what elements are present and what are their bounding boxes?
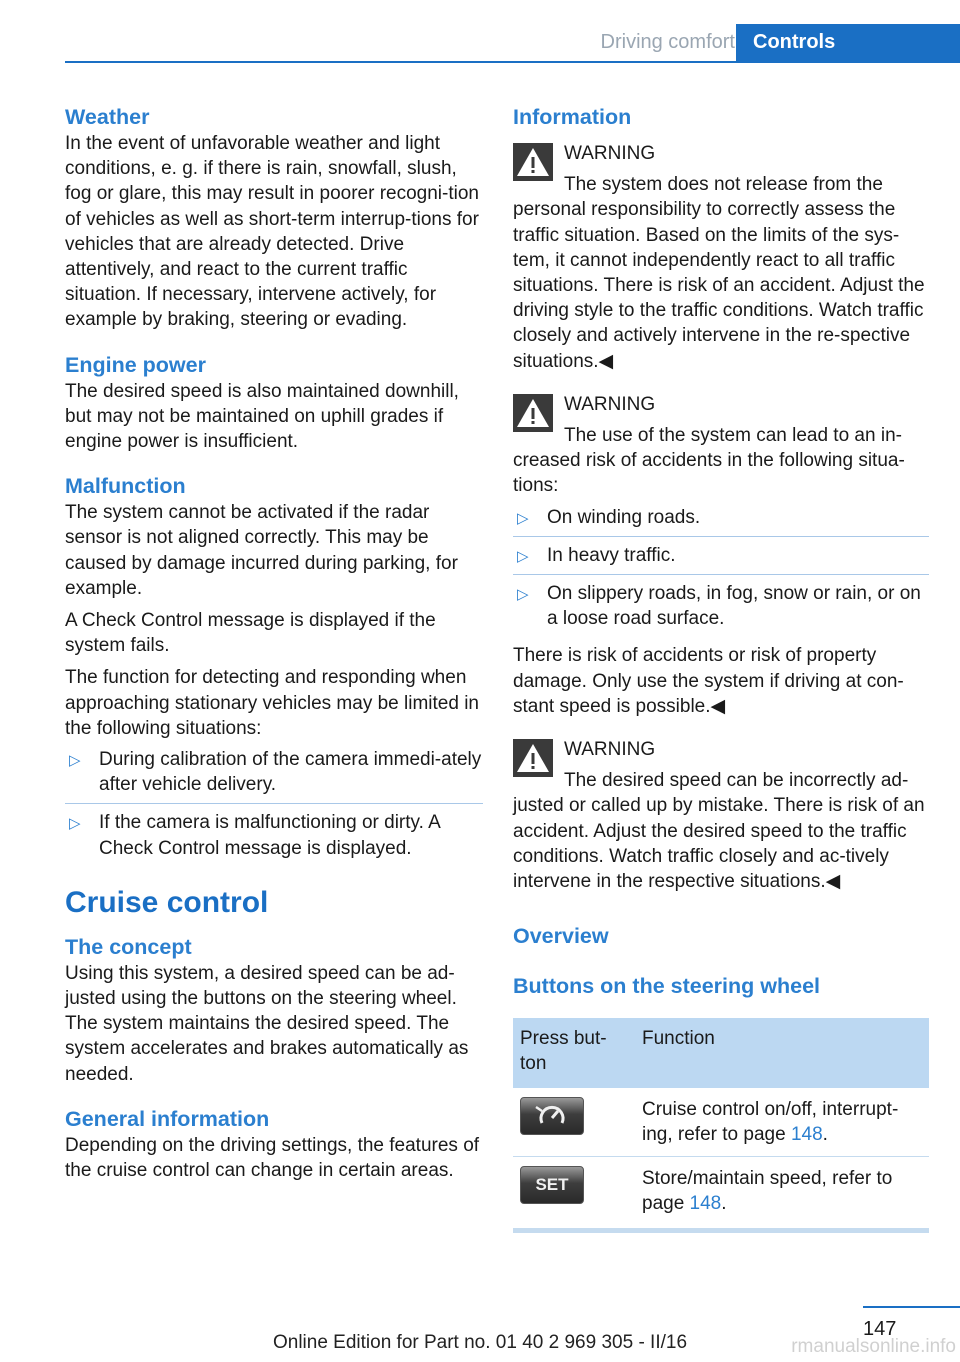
warning-text: The use of the system can lead to an in‐creased risk of accidents in the following situa‐tions:	[513, 425, 905, 497]
triangle-bullet-icon: ▷	[69, 752, 81, 770]
page-reference-link[interactable]: 148	[689, 1192, 722, 1214]
table-header-row	[513, 1018, 929, 1088]
list-item: ▷ If the camera is malfunctioning or dirty. A Check Control message is displayed.	[69, 812, 440, 859]
warning-label: WARNING	[564, 143, 656, 164]
warning-triangle-icon	[513, 739, 553, 777]
watermark: rmanualsonline.info	[791, 1336, 956, 1357]
malfunction-paragraph-2: A Check Control message is displayed if the system fails.	[65, 610, 436, 657]
general-information-paragraph: Depending on the driving settings, the features of the cruise control can change in certain areas.	[65, 1134, 480, 1182]
warning-triangle-icon	[513, 394, 553, 432]
warning-block-3	[513, 737, 929, 894]
column-header-function: Function	[635, 1018, 929, 1088]
warning-block-1	[513, 141, 929, 374]
header-divider	[65, 61, 960, 63]
warning-label: WARNING	[564, 393, 656, 415]
left-column	[65, 103, 483, 1183]
buttons-steering-wheel-heading: Buttons on the steering wheel	[513, 974, 820, 999]
table-row	[513, 1088, 929, 1156]
warning-situations-list	[513, 505, 929, 638]
warning-label: WARNING	[564, 739, 656, 761]
page-header	[0, 24, 960, 62]
malfunction-list	[65, 747, 483, 867]
warning-block-2	[513, 392, 929, 499]
triangle-bullet-icon: ▷	[517, 509, 529, 527]
list-item: ▷ During calibration of the camera immedi‐ately after vehicle delivery.	[65, 747, 483, 804]
cruise-control-heading: Cruise control	[65, 885, 269, 919]
malfunction-heading: Malfunction	[65, 474, 186, 499]
list-item: ▷ On winding roads.	[513, 505, 929, 537]
column-header-press-button: Press but‐ton	[513, 1018, 635, 1088]
right-column	[513, 103, 929, 1233]
page-number: 147	[863, 1318, 897, 1340]
warning-followup-paragraph: There is risk of accidents or risk of property damage. Only use the system if driving at con‐stant speed is possible.◀	[513, 645, 904, 717]
triangle-bullet-icon: ▷	[69, 815, 81, 833]
edition-footer: Online Edition for Part no. 01 40 2 969 305 - II/16	[272, 1332, 688, 1353]
weather-paragraph: In the event of unfavorable weather and light conditions, e. g. if there is rain, snowfall, slush, fog or glare, this may result in poorer recogni‐tion of vehicles as well as short-term interrup‐tions for vehicles that are already detected. Drive attentively, and react to the current traffic situation. If necessary, intervene actively, for example by braking, steering or evading.	[65, 133, 479, 331]
engine-power-heading: Engine power	[65, 352, 206, 377]
page-reference-link[interactable]: 148	[790, 1124, 823, 1146]
buttons-table	[513, 1018, 929, 1233]
warning-text: The system does not release from the personal responsibility to correctly assess the traffic situation. Based on the limits of the sys‐tem, it cannot independently react to all traffic situations. There is risk of an accident. Adjust the driving style to the traffic conditions. Watch traffic closely and actively intervene in the re‐spective situations.◀	[513, 174, 925, 372]
general-information-heading: General information	[65, 1106, 270, 1131]
page-number-divider	[863, 1306, 960, 1308]
overview-heading: Overview	[513, 924, 609, 949]
concept-heading: The concept	[65, 934, 192, 959]
function-store-speed: Store/maintain speed, refer to page 148.	[635, 1156, 929, 1230]
set-button-icon: SET	[520, 1166, 584, 1204]
function-cruise-on-off: Cruise control on/off, interrupt‐ing, refer to page 148.	[635, 1088, 929, 1156]
weather-heading: Weather	[65, 105, 150, 129]
engine-power-paragraph: The desired speed is also maintained downhill, but may not be maintained on uphill grades if engine power is insufficient.	[65, 380, 459, 453]
header-chapter-tab: Controls	[736, 24, 960, 62]
header-section-title: Driving comfort	[600, 31, 735, 53]
information-heading: Information	[513, 105, 632, 129]
table-row	[513, 1156, 929, 1230]
malfunction-paragraph-1: The system cannot be activated if the radar sensor is not aligned correctly. This may be caused by damage incurred during parking, for example.	[65, 502, 458, 599]
triangle-bullet-icon: ▷	[517, 586, 529, 604]
triangle-bullet-icon: ▷	[517, 547, 529, 565]
malfunction-paragraph-3: The function for detecting and responding when approaching stationary vehicles may be limited in the following situations:	[65, 667, 479, 739]
cruise-control-button-icon	[520, 1097, 584, 1135]
warning-triangle-icon	[513, 143, 553, 181]
concept-paragraph: Using this system, a desired speed can be ad‐justed using the buttons on the steering wheel. The system maintains the desired speed. The system accelerates and brakes automatically as needed.	[65, 962, 469, 1085]
list-item: ▷ In heavy traffic.	[513, 543, 929, 575]
list-item: ▷ On slippery roads, in fog, snow or rain, or on a loose road surface.	[517, 583, 921, 630]
warning-text: The desired speed can be incorrectly ad‐justed or called up by mistake. There is risk of an accident. Adjust the desired speed to the traffic conditions. Watch traffic closely and ac‐tively intervene in the respective situations.◀	[513, 770, 925, 893]
